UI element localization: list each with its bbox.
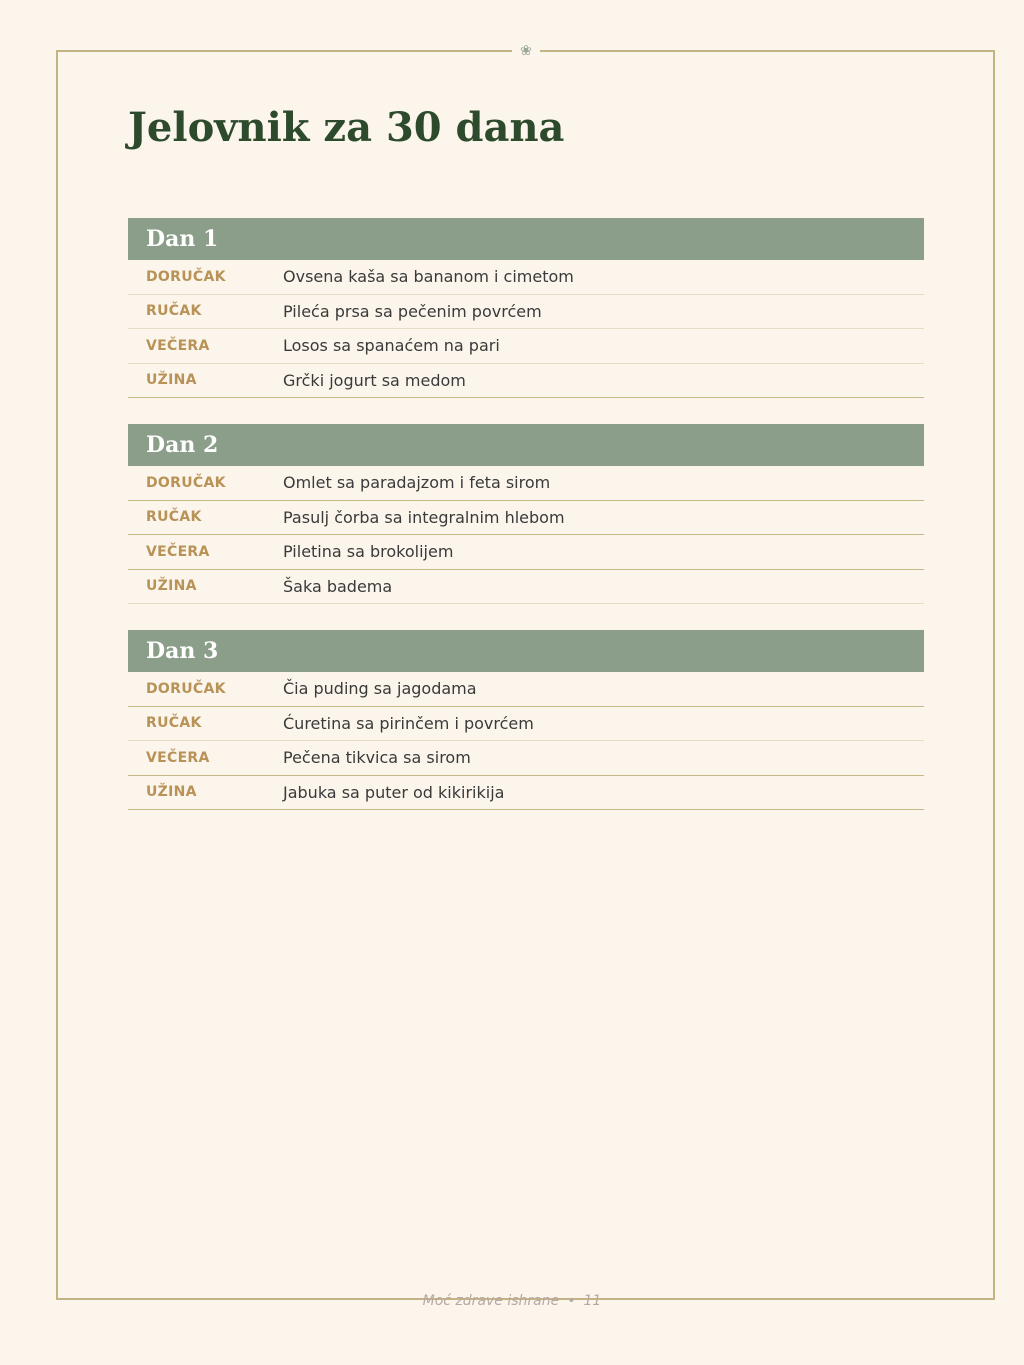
meal-text: Grčki jogurt sa medom	[283, 370, 466, 390]
meal-text: Čia puding sa jagodama	[283, 679, 477, 699]
day-section	[128, 630, 924, 810]
day-header: Dan 1	[128, 218, 924, 260]
meal-row	[128, 260, 924, 295]
meal-label: RUČAK	[146, 303, 202, 320]
meal-label: UŽINA	[146, 784, 197, 801]
meal-label: VEČERA	[146, 543, 210, 560]
meal-row	[128, 535, 924, 570]
day-header: Dan 2	[128, 424, 924, 466]
meal-row	[128, 741, 924, 776]
meal-label: VEČERA	[146, 337, 210, 354]
meal-label: UŽINA	[146, 578, 197, 595]
meal-text: Šaka badema	[283, 576, 393, 596]
meal-row	[128, 707, 924, 742]
page-footer	[0, 1291, 1024, 1311]
meal-text: Piletina sa brokolijem	[283, 542, 454, 562]
flower-ornament-icon: ❀	[512, 42, 540, 60]
meal-text: Pileća prsa sa pečenim povrćem	[283, 301, 542, 321]
meal-row	[128, 570, 924, 605]
meal-label: VEČERA	[146, 749, 210, 766]
meal-label: DORUČAK	[146, 474, 226, 491]
page-title: Jelovnik za 30 dana	[128, 104, 565, 151]
meal-text: Pasulj čorba sa integralnim hlebom	[283, 507, 565, 527]
day-section	[128, 424, 924, 604]
meal-row	[128, 329, 924, 364]
footer-separator: •	[567, 1293, 576, 1309]
page-number: 11	[583, 1293, 602, 1309]
meal-plan	[128, 218, 924, 836]
meal-label: UŽINA	[146, 372, 197, 389]
meal-row	[128, 501, 924, 536]
meal-label: DORUČAK	[146, 680, 226, 697]
meal-row	[128, 364, 924, 399]
meal-text: Losos sa spanaćem na pari	[283, 336, 500, 356]
meal-text: Pečena tikvica sa sirom	[283, 748, 471, 768]
meal-text: Omlet sa paradajzom i feta sirom	[283, 473, 551, 493]
meal-label: DORUČAK	[146, 268, 226, 285]
meal-row	[128, 776, 924, 811]
meal-label: RUČAK	[146, 509, 202, 526]
day-section	[128, 218, 924, 398]
meal-row	[128, 466, 924, 501]
meal-label: RUČAK	[146, 715, 202, 732]
meal-text: Ovsena kaša sa bananom i cimetom	[283, 267, 574, 287]
meal-row	[128, 672, 924, 707]
footer-book-title: Moć zdrave ishrane	[422, 1293, 560, 1309]
meal-text: Jabuka sa puter od kikirikija	[283, 782, 505, 802]
day-header: Dan 3	[128, 630, 924, 672]
meal-row	[128, 295, 924, 330]
meal-text: Ćuretina sa pirinčem i povrćem	[283, 713, 534, 733]
